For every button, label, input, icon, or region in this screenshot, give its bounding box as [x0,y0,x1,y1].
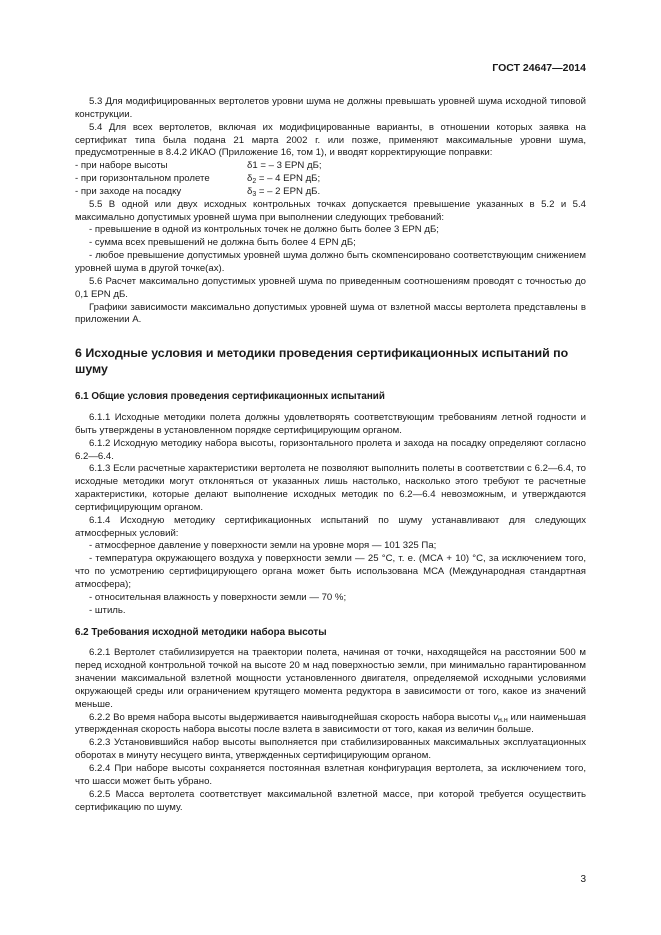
paragraph-6-2-5: 6.2.5 Масса вертолета соответствует максимальной взлетной массе, при которой требуется осуществить сертификацию по шуму. [75,788,586,813]
paragraph-6-1-4: 6.1.4 Исходную методику сертификационных испытаний по шуму устанавливают для следующих атмосферных условий: [75,514,586,539]
correction-label: - при заходе на посадку [75,185,182,197]
correction-item [75,160,586,173]
paragraph-5-6-graphs: Графики зависимости максимально допустимых уровней шума от взлетной массы вертолета представлены в приложении А. [75,301,586,326]
correction-label: - при горизонтальном пролете [75,173,210,185]
subsection-6-2-heading: 6.2 Требования исходной методики набора высоты [75,626,327,638]
paragraph-6-2-2: 6.2.2 Во время набора высоты выдерживается наивыгоднейшая скорость набора высоты $v_{н.н}$ или наименьшая утвержденная скорость набора высоты после взлета в зависимости от того, какая из величин больше. [75,711,586,736]
correction-item [75,186,586,199]
paragraph-6-2-4: 6.2.4 При наборе высоты сохраняется постоянная взлетная конфигурация вертолета, за исключением того, что шасси может быть убрано. [75,762,586,787]
list-item: - штиль. [89,604,126,616]
correction-formula: $\delta_2$ = – 4 EPN дБ; [247,173,321,186]
paragraph-6-1-1: 6.1.1 Исходные методики полета должны удовлетворять соответствующим требованиям летной годности и быть утверждены в установленном порядке сертифицирующим органом. [75,412,586,436]
paragraph-6-2-1: 6.2.1 Вертолет стабилизируется на траектории полета, начиная от точки, находящейся на расстоянии 500 м перед исходной контрольной точкой на высоте 20 м над поверхностью земли, при минимально гарантированном значении максимальной взлетной мощности установленного двигателя, определяемой исходными условиями окружающей среды или ограничением крутящего момента редуктора в зависимости от того, какое из значений меньше. [75,647,586,710]
list-item: - превышение в одной из контрольных точек не должно быть более 3 EPN дБ; [89,224,439,236]
paragraph-5-5: 5.5 В одной или двух исходных контрольных точках допускается превышение указанных в 5.2 и 5.4 максимально допустимых уровней шума при выполнении следующих требований: [75,198,586,223]
subsection-6-1-heading: 6.1 Общие условия проведения сертификационных испытаний [75,391,385,403]
paragraph-5-3: 5.3 Для модифицированных вертолетов уровни шума не должны превышать уровней шума исходной типовой конструкции. [75,96,586,120]
list-item: - относительная влажность у поверхности земли — 70 %; [89,591,347,603]
paragraph-6-1-2: 6.1.2 Исходную методику набора высоты, горизонтального пролета и захода на посадку определяют согласно 6.2—6.4. [75,437,586,462]
correction-item [75,173,586,186]
paragraph-5-6: 5.6 Расчет максимально допустимых уровней шума по приведенным соотношениям проводят с точностью до 0,1 EPN дБ. [75,275,586,300]
paragraph-5-4: 5.4 Для всех вертолетов, включая их модифицированные варианты, в отношении которых заявка на сертификат типа была подана 21 марта 2002 г. или позже, применяют максимальные уровни шума, предусмотренные в 8.4.2 ИКАО (Приложение 16, том 1), и вводят корректирующие поправки: [75,121,586,159]
correction-formula: δ1 = – 3 EPN дБ; [247,160,322,172]
page-number: 3 [580,874,586,885]
paragraph-6-2-3: 6.2.3 Установившийся набор высоты выполняется при стабилизированных максимальных эксплуатационных оборотах в минуту несущего винта, утвержденных сертифицирующим органом. [75,737,586,762]
paragraph-6-1-3: 6.1.3 Если расчетные характеристики вертолета не позволяют выполнить полеты в соответствии с 6.2—6.4, то исходные методики могут отклоняться от указанных лишь настолько, насколько этого требуют те расчетные характеристики, которые делают выполнение исходных методик по 6.2—6.4 невозможным, и утверждаются сертифицирующим органом. [75,463,586,513]
correction-formula: $\delta_3$ = – 2 EPN дБ. [247,185,321,198]
correction-label: - при наборе высоты [75,160,168,172]
document-code: ГОСТ 24647—2014 [492,62,586,74]
section-6-heading: 6 Исходные условия и методики проведения сертификационных испытаний по шуму [75,346,569,376]
list-item: - сумма всех превышений не должна быть более 4 EPN дБ; [89,237,356,249]
page-body [75,96,586,814]
list-item: - атмосферное давление у поверхности земли на уровне моря — 101 325 Па; [89,540,437,552]
list-item: - температура окружающего воздуха у поверхности земли — 25 °С, т. е. (МСА + 10) °С, за исключением того, что по усмотрению сертифицирующего органа может быть использована МСА (Международная стандартная атмосфера); [75,553,586,590]
list-item: - любое превышение допустимых уровней шума должно быть скомпенсировано соответствующим снижением уровней шума в другой точке(ах). [75,250,586,274]
